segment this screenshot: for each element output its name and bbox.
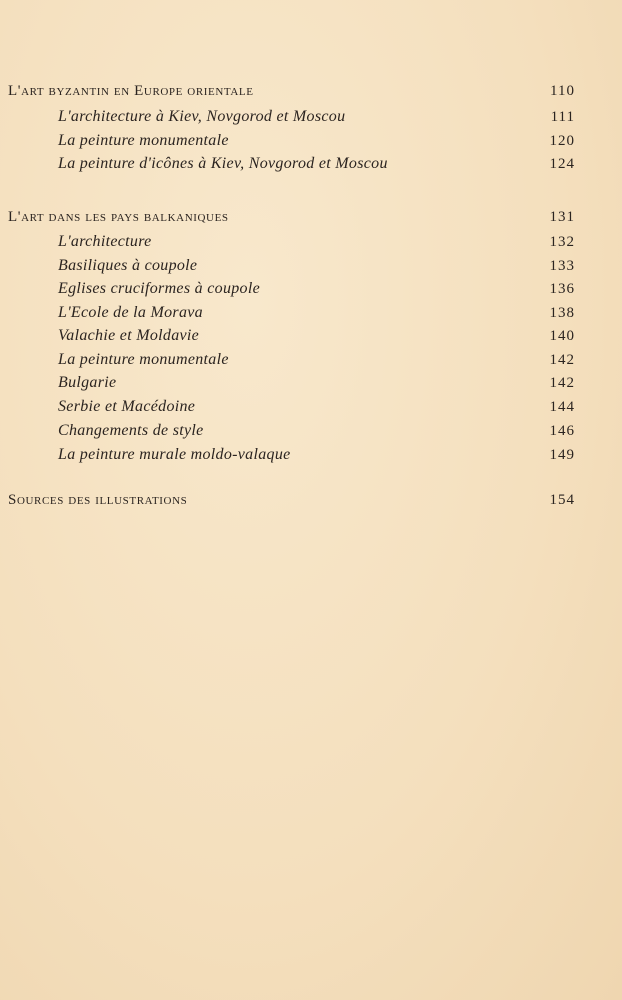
toc-page-number: 142 (549, 352, 575, 368)
toc-item-title: Basiliques à coupole (58, 257, 198, 274)
toc-section-europe-orientale[interactable] (0, 80, 622, 102)
toc-item-title: L'architecture (58, 233, 152, 250)
toc-item[interactable] (0, 372, 622, 394)
toc-item-title: La peinture monumentale (58, 351, 229, 368)
toc-item-title: Bulgarie (58, 374, 117, 391)
toc-item[interactable] (0, 420, 622, 442)
toc-item-title: Eglises cruciformes à coupole (58, 280, 260, 297)
toc-page-number: 120 (549, 133, 575, 149)
toc-page-number: 142 (549, 375, 575, 391)
toc-item-title: L'architecture à Kiev, Novgorod et Moscou (58, 108, 346, 125)
toc-section-title: L'art byzantin en Europe orientale (8, 83, 254, 99)
toc-page-number: 110 (550, 83, 575, 99)
toc-section-pays-balkaniques[interactable] (0, 206, 622, 228)
toc-item-title: Valachie et Moldavie (58, 327, 200, 344)
toc-item[interactable] (0, 325, 622, 347)
toc-item-title: L'Ecole de la Morava (58, 304, 203, 321)
toc-page-number: 138 (549, 305, 575, 321)
toc-page-number: 124 (549, 156, 575, 172)
toc-page-number: 146 (549, 423, 575, 439)
toc-item[interactable] (0, 396, 622, 418)
toc-item-title: La peinture d'icônes à Kiev, Novgorod et Moscou (58, 155, 388, 172)
toc-item-title: La peinture murale moldo-valaque (58, 446, 291, 463)
toc-page-number: 140 (549, 328, 575, 344)
toc-item-title: Changements de style (58, 422, 204, 439)
toc-item-title: La peinture monumentale (58, 132, 229, 149)
toc-section-title: L'art dans les pays balkaniques (8, 209, 229, 225)
toc-page-number: 136 (549, 281, 575, 297)
toc-page-number: 111 (550, 109, 575, 125)
toc-page-number: 131 (549, 209, 575, 225)
toc-item-title: Serbie et Macédoine (58, 398, 196, 415)
toc-page-number: 149 (549, 447, 575, 463)
toc-page-number: 144 (549, 399, 575, 415)
toc-item[interactable] (0, 153, 622, 175)
toc-item[interactable] (0, 302, 622, 324)
toc-item[interactable] (0, 278, 622, 300)
toc-section-sources[interactable] (0, 489, 622, 511)
toc-item[interactable] (0, 130, 622, 152)
toc-page-number: 154 (549, 492, 575, 508)
toc-item[interactable] (0, 231, 622, 253)
toc-item[interactable] (0, 444, 622, 466)
toc-section-title: Sources des illustrations (8, 492, 188, 508)
toc-page-number: 133 (549, 258, 575, 274)
toc-item[interactable] (0, 349, 622, 371)
toc-page-number: 132 (549, 234, 575, 250)
toc-item[interactable] (0, 106, 622, 128)
toc-item[interactable] (0, 255, 622, 277)
